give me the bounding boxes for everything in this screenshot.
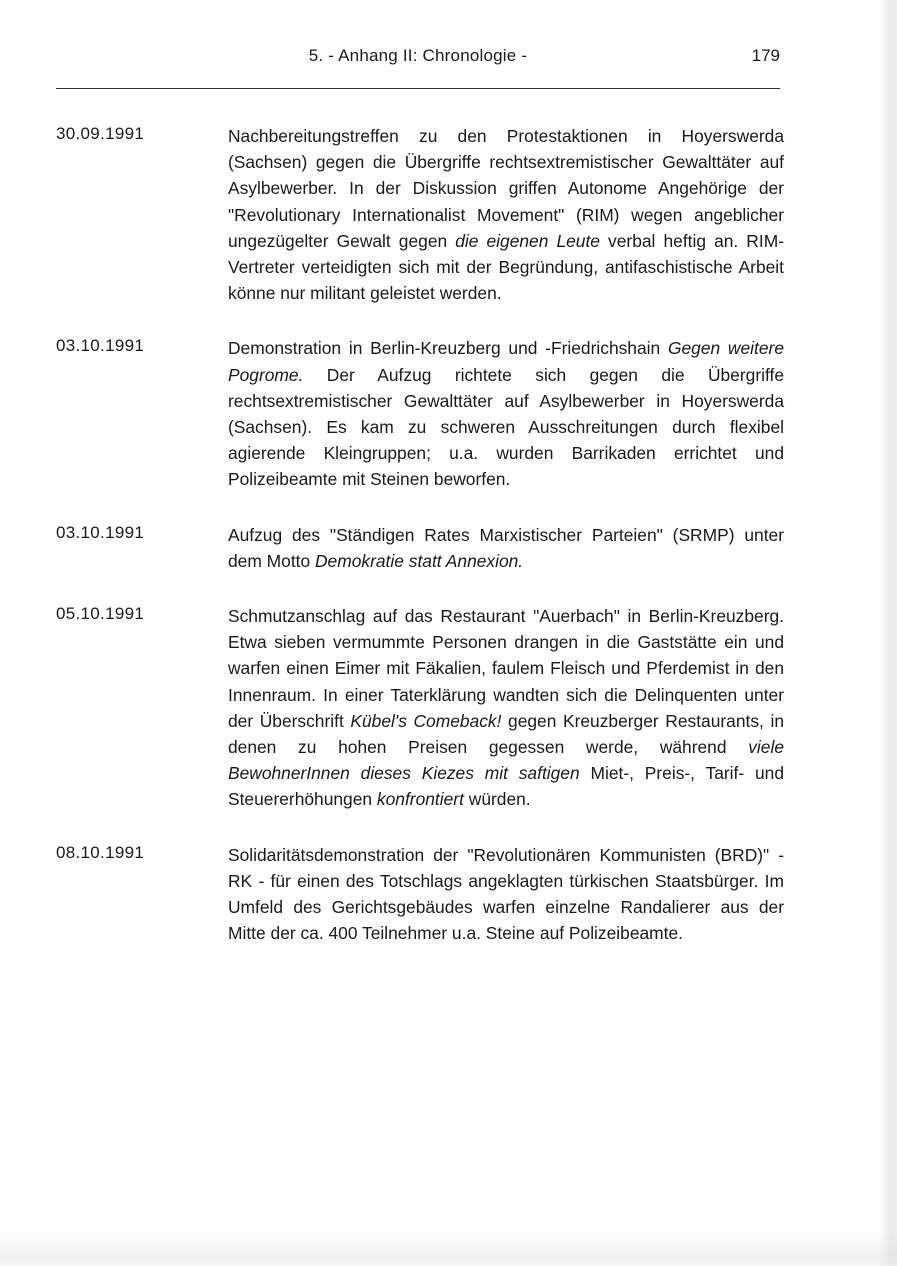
entry-text-segment: Schmutzanschlag auf das Restaurant "Auerbach" in Berlin-Kreuzberg. Etwa sieben vermummte Personen drangen in die Gaststätte ein und warfen einen Eimer mit Fäkalien, faulem Fleisch und Pferdemist in den Innenraum. In einer Taterklärung wandten sich die Delinquenten unter der Überschrift (228, 606, 784, 731)
entry-text (228, 123, 784, 306)
page-number: 179 (751, 46, 780, 65)
entry-text (228, 842, 784, 947)
running-title: 5. - Anhang II: Chronologie - (308, 46, 528, 65)
chronology-entry (56, 522, 784, 574)
entry-text-italic: die eigenen Leute (455, 230, 600, 251)
entry-text (228, 522, 784, 574)
scan-shadow-bottom (0, 1232, 897, 1266)
entry-text-italic: Kübel's Comeback! (350, 710, 502, 731)
entry-date: 03.10.1991 (56, 336, 145, 356)
entry-date: 30.09.1991 (56, 124, 145, 143)
entry-text-segment: würden. (463, 789, 531, 810)
chronology-entry (56, 842, 784, 947)
entry-text-italic: Gegen weitere Pogrome. (228, 338, 784, 385)
entry-text-segment: verbal heftig an. RIM-Vertreter verteidigten sich mit der Begründung, antifaschistische Arbeit könne nur militant geleistet werden. (228, 230, 784, 304)
entry-text (228, 335, 784, 492)
chronology-list (56, 123, 784, 975)
entry-text-segment: gegen Kreuzberger Restaurants, in denen zu hohen Preisen gegessen werde, während (228, 710, 785, 758)
entry-date: 05.10.1991 (56, 604, 145, 624)
scan-shadow-right (879, 0, 897, 1266)
entry-text-segment: Miet-, Preis-, Tarif- und Steuererhöhungen (228, 763, 784, 810)
entry-date: 08.10.1991 (56, 842, 145, 862)
entry-text-segment: Nachbereitungstreffen zu den Protestaktionen in Hoyerswerda (Sachsen) gegen die Übergriffe rechtsextremistischer Gewalttäter auf Asylbewerber. In der Diskussion griffen Autonome Angehörige der "Revolutionary Internationalist Movement" (RIM) wegen angeblicher ungezügelter Gewalt gegen (228, 126, 784, 251)
header-rule (56, 88, 780, 89)
chronology-entry (56, 603, 784, 813)
entry-text (228, 603, 784, 813)
chronology-entry (56, 335, 784, 492)
entry-text-italic: konfrontiert (376, 789, 464, 810)
entry-text-segment: Demonstration in Berlin-Kreuzberg und -Friedrichshain (228, 338, 668, 359)
entry-date: 03.10.1991 (56, 522, 145, 542)
entry-text-italic: viele BewohnerInnen dieses Kiezes mit saftigen (228, 737, 784, 784)
page-header (56, 46, 780, 74)
entry-text-segment: Der Aufzug richtete sich gegen die Übergriffe rechtsextremistischer Gewalttäter auf Asylbewerber in Hoyerswerda (Sachsen). Es kam zu schweren Ausschreitungen durch flexibel agierende Kleingruppen; u.a. wurden Barrikaden errichtet und Polizeibeamte mit Steinen beworfen. (228, 364, 784, 490)
entry-text-italic: Demokratie statt Annexion. (315, 550, 524, 571)
chronology-entry (56, 123, 784, 306)
entry-text-segment: Aufzug des "Ständigen Rates Marxistischer Parteien" (SRMP) unter dem Motto (228, 524, 784, 571)
entry-text-segment: Solidaritätsdemonstration der "Revolutionären Kommunisten (BRD)" - RK - für einen des Totschlags angeklagten türkischen Staatsbürger. Im Umfeld des Gerichtsgebäudes warfen einzelne Randalierer aus der Mitte der ca. 400 Teilnehmer u.a. Steine auf Polizeibeamte. (228, 844, 784, 944)
